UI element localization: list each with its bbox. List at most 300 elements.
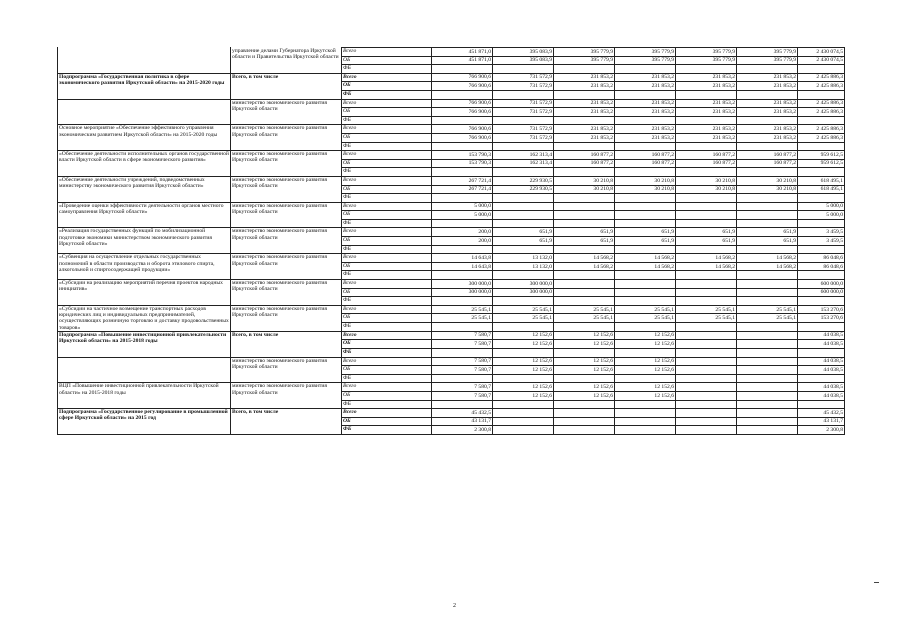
amount-cell: 2 425 886,3 — [798, 133, 845, 142]
amount-cell — [798, 245, 845, 254]
amount-cell: 651,9 — [615, 228, 676, 237]
funding-source-cell: ФБ — [342, 245, 432, 254]
amount-cell: 153 270,6 — [798, 305, 845, 314]
amount-cell — [554, 194, 615, 203]
amount-cell: 12 152,6 — [493, 383, 554, 392]
amount-cell — [432, 400, 493, 409]
amount-cell: 5 000,0 — [798, 211, 845, 220]
amount-cell — [798, 142, 845, 151]
amount-cell — [676, 349, 737, 358]
amount-cell — [615, 194, 676, 203]
amount-cell: 153 270,6 — [798, 314, 845, 323]
amount-cell — [554, 417, 615, 426]
amount-cell — [737, 374, 798, 383]
amount-cell: 160 877,2 — [554, 159, 615, 168]
amount-cell: 44 038,5 — [798, 366, 845, 375]
amount-cell: 30 210,8 — [615, 185, 676, 194]
amount-cell: 731 572,9 — [493, 82, 554, 91]
amount-cell: 231 853,2 — [737, 73, 798, 82]
amount-cell: 25 545,1 — [615, 314, 676, 323]
funding-source-cell: ОБ — [342, 82, 432, 91]
amount-cell: 2 425 886,3 — [798, 82, 845, 91]
amount-cell: 160 877,2 — [737, 151, 798, 160]
amount-cell: 25 545,1 — [554, 314, 615, 323]
executor-cell: министерство экономического развития Иркутской области — [231, 383, 342, 409]
amount-cell: 14 568,2 — [737, 254, 798, 263]
amount-cell — [676, 271, 737, 280]
funding-source-cell: ОБ — [342, 56, 432, 65]
amount-cell — [493, 271, 554, 280]
amount-cell — [676, 194, 737, 203]
amount-cell: 7 580,7 — [432, 366, 493, 375]
funding-source-cell: ОБ — [342, 391, 432, 400]
scan-mark — [874, 582, 879, 583]
funding-source-cell: Всего — [342, 383, 432, 392]
amount-cell — [432, 194, 493, 203]
amount-cell — [432, 65, 493, 74]
amount-cell: 12 152,6 — [615, 383, 676, 392]
amount-cell — [737, 331, 798, 340]
table-row — [58, 176, 845, 185]
executor-cell: министерство экономического развития Иркутской области — [231, 176, 342, 202]
table-row — [58, 125, 845, 134]
amount-cell — [737, 211, 798, 220]
amount-cell: 395 779,9 — [554, 48, 615, 57]
amount-cell: 395 779,9 — [737, 56, 798, 65]
amount-cell: 651,9 — [493, 228, 554, 237]
funding-source-cell: Всего — [342, 99, 432, 108]
amount-cell: 731 572,9 — [493, 108, 554, 117]
amount-cell: 12 152,6 — [554, 331, 615, 340]
amount-cell: 731 572,9 — [493, 125, 554, 134]
amount-cell: 231 853,2 — [615, 73, 676, 82]
page-number: 2 — [453, 603, 456, 609]
amount-cell: 30 210,8 — [676, 185, 737, 194]
amount-cell: 651,9 — [737, 237, 798, 246]
amount-cell — [615, 116, 676, 125]
funding-source-cell: ФБ — [342, 400, 432, 409]
amount-cell — [798, 116, 845, 125]
table-row — [58, 48, 845, 57]
program-name-cell: «Субсидии на частичное возмещение транспортных расходов юридических лиц и индивидуальных предпринимателей, осуществляющих розничную торговлю и доставку продовольственных товаров» — [59, 305, 229, 331]
amount-cell — [737, 383, 798, 392]
amount-cell: 160 877,2 — [676, 151, 737, 160]
amount-cell — [554, 168, 615, 177]
program-name-cell: Подпрограмма «Государственная политика в сфере экономического развития Иркутской области» на 2015-2020 годы — [58, 73, 231, 99]
amount-cell — [493, 116, 554, 125]
executor-cell: министерство экономического развития Иркутской области — [231, 99, 342, 125]
amount-cell: 231 853,2 — [737, 133, 798, 142]
program-name-cell: ВЦП «Повышение инвестиционной привлекательности Иркутской области» на 2015-2018 годы — [58, 383, 231, 409]
amount-cell — [615, 168, 676, 177]
amount-cell: 395 779,9 — [554, 56, 615, 65]
program-name-cell: Подпрограмма «Повышение инвестиционной привлекательности Иркутской области» на 2015-2018 годы — [58, 331, 231, 357]
amount-cell: 231 853,2 — [737, 108, 798, 117]
amount-cell — [676, 417, 737, 426]
amount-cell: 3 459,5 — [798, 237, 845, 246]
amount-cell: 25 545,1 — [676, 314, 737, 323]
amount-cell: 231 853,2 — [615, 82, 676, 91]
amount-cell — [554, 280, 615, 289]
amount-cell — [554, 400, 615, 409]
amount-cell — [493, 202, 554, 211]
amount-cell — [737, 288, 798, 297]
amount-cell: 229 930,5 — [493, 176, 554, 185]
amount-cell: 25 545,1 — [676, 305, 737, 314]
amount-cell: 618 495,1 — [798, 185, 845, 194]
amount-cell — [615, 288, 676, 297]
amount-cell — [676, 245, 737, 254]
amount-cell: 766 900,6 — [432, 82, 493, 91]
amount-cell — [737, 245, 798, 254]
amount-cell: 45 432,5 — [432, 409, 493, 418]
table-row — [58, 202, 845, 211]
amount-cell — [798, 65, 845, 74]
amount-cell: 395 083,9 — [493, 56, 554, 65]
amount-cell: 44 038,5 — [798, 391, 845, 400]
amount-cell: 2 425 886,3 — [798, 99, 845, 108]
amount-cell: 395 779,9 — [737, 48, 798, 57]
amount-cell — [554, 426, 615, 435]
amount-cell — [676, 219, 737, 228]
amount-cell: 231 853,2 — [676, 73, 737, 82]
amount-cell: 651,9 — [554, 237, 615, 246]
amount-cell — [676, 374, 737, 383]
amount-cell: 731 572,9 — [493, 99, 554, 108]
amount-cell — [798, 271, 845, 280]
amount-cell: 395 083,9 — [493, 48, 554, 57]
funding-source-cell: Всего — [342, 331, 432, 340]
amount-cell: 267 721,4 — [432, 185, 493, 194]
program-name-cell: Подпрограмма «Государственное регулирование в промышленной сфере Иркутской области» на 2015 год — [58, 409, 231, 435]
amount-cell — [676, 288, 737, 297]
amount-cell: 14 568,2 — [737, 262, 798, 271]
amount-cell: 14 568,2 — [554, 254, 615, 263]
amount-cell: 12 152,6 — [615, 391, 676, 400]
amount-cell — [676, 383, 737, 392]
funding-source-cell: ФБ — [342, 219, 432, 228]
amount-cell: 231 853,2 — [554, 133, 615, 142]
amount-cell: 766 900,6 — [432, 125, 493, 134]
amount-cell: 231 853,2 — [676, 125, 737, 134]
amount-cell — [493, 374, 554, 383]
amount-cell: 731 572,9 — [493, 133, 554, 142]
amount-cell: 200,0 — [432, 237, 493, 246]
funding-source-cell: Всего — [342, 280, 432, 289]
funding-source-cell: ОБ — [342, 159, 432, 168]
program-name-cell — [58, 357, 231, 383]
table-row — [58, 383, 845, 392]
program-name-cell: «Субсидии на реализацию мероприятий перечня проектов народных инициатив» — [58, 280, 231, 306]
amount-cell: 651,9 — [676, 228, 737, 237]
amount-cell: 25 545,1 — [432, 305, 493, 314]
amount-cell — [737, 426, 798, 435]
amount-cell — [493, 211, 554, 220]
executor-cell: Всего, в том числе — [231, 73, 342, 99]
amount-cell: 12 152,6 — [615, 340, 676, 349]
amount-cell: 43 131,7 — [798, 417, 845, 426]
amount-cell: 12 152,6 — [554, 366, 615, 375]
amount-cell — [615, 142, 676, 151]
amount-cell: 25 545,1 — [615, 305, 676, 314]
amount-cell: 30 210,8 — [737, 176, 798, 185]
funding-source-cell: ФБ — [342, 349, 432, 358]
amount-cell — [798, 374, 845, 383]
amount-cell: 231 853,2 — [615, 108, 676, 117]
amount-cell — [737, 116, 798, 125]
amount-cell: 153 790,3 — [432, 159, 493, 168]
amount-cell: 30 210,8 — [737, 185, 798, 194]
amount-cell: 2 425 886,3 — [798, 125, 845, 134]
amount-cell — [737, 400, 798, 409]
amount-cell — [554, 142, 615, 151]
funding-source-cell: ОБ — [342, 237, 432, 246]
amount-cell — [432, 349, 493, 358]
amount-cell: 162 313,4 — [493, 151, 554, 160]
amount-cell: 231 853,2 — [676, 133, 737, 142]
funding-source-cell: ОБ — [342, 314, 432, 323]
amount-cell — [737, 271, 798, 280]
amount-cell: 2 300,8 — [798, 426, 845, 435]
executor-cell: министерство экономического развития Иркутской области — [231, 280, 342, 306]
amount-cell — [432, 90, 493, 99]
amount-cell — [615, 202, 676, 211]
table-row — [58, 409, 845, 418]
amount-cell — [493, 297, 554, 306]
amount-cell: 231 853,2 — [615, 99, 676, 108]
amount-cell: 3 459,5 — [798, 228, 845, 237]
amount-cell — [737, 297, 798, 306]
amount-cell: 30 210,8 — [615, 176, 676, 185]
table-row — [58, 280, 845, 289]
amount-cell: 231 853,2 — [676, 99, 737, 108]
table-row — [58, 228, 845, 237]
amount-cell — [432, 142, 493, 151]
amount-cell: 14 568,2 — [554, 262, 615, 271]
amount-cell — [554, 65, 615, 74]
amount-cell: 231 853,2 — [554, 82, 615, 91]
amount-cell: 12 152,6 — [493, 366, 554, 375]
amount-cell: 25 545,1 — [737, 305, 798, 314]
amount-cell: 231 853,2 — [554, 99, 615, 108]
amount-cell — [432, 219, 493, 228]
program-name-cell — [58, 48, 231, 74]
amount-cell: 44 038,5 — [798, 340, 845, 349]
amount-cell — [554, 323, 615, 332]
amount-cell: 231 853,2 — [737, 82, 798, 91]
table-row — [58, 73, 845, 82]
amount-cell — [493, 417, 554, 426]
amount-cell — [676, 323, 737, 332]
amount-cell: 231 853,2 — [737, 125, 798, 134]
amount-cell — [676, 331, 737, 340]
amount-cell: 766 900,6 — [432, 108, 493, 117]
amount-cell — [737, 219, 798, 228]
table-row — [58, 357, 845, 366]
amount-cell: 30 210,8 — [554, 185, 615, 194]
amount-cell — [676, 366, 737, 375]
funding-source-cell: ФБ — [342, 90, 432, 99]
table-row — [58, 254, 845, 263]
amount-cell — [737, 194, 798, 203]
amount-cell — [798, 219, 845, 228]
amount-cell: 2 425 886,3 — [798, 108, 845, 117]
funding-source-cell: Всего — [342, 305, 432, 314]
funding-source-cell: Всего — [342, 357, 432, 366]
amount-cell — [554, 349, 615, 358]
amount-cell: 5 000,0 — [432, 211, 493, 220]
amount-cell — [676, 357, 737, 366]
amount-cell: 651,9 — [737, 228, 798, 237]
amount-cell: 2 430 074,5 — [798, 48, 845, 57]
amount-cell: 12 152,6 — [615, 366, 676, 375]
amount-cell — [615, 65, 676, 74]
amount-cell — [615, 374, 676, 383]
amount-cell: 160 877,2 — [615, 151, 676, 160]
amount-cell — [493, 194, 554, 203]
amount-cell: 7 580,7 — [432, 340, 493, 349]
amount-cell: 14 568,2 — [615, 254, 676, 263]
funding-source-cell: ФБ — [342, 194, 432, 203]
amount-cell: 451 871,0 — [432, 48, 493, 57]
amount-cell: 231 853,2 — [554, 125, 615, 134]
amount-cell: 959 612,5 — [798, 159, 845, 168]
amount-cell: 5 000,0 — [432, 202, 493, 211]
amount-cell — [737, 323, 798, 332]
amount-cell — [615, 271, 676, 280]
amount-cell: 14 643,8 — [432, 254, 493, 263]
amount-cell: 12 152,6 — [493, 340, 554, 349]
amount-cell: 30 210,8 — [676, 176, 737, 185]
funding-source-cell: ОБ — [342, 262, 432, 271]
amount-cell — [615, 211, 676, 220]
amount-cell — [432, 374, 493, 383]
amount-cell — [737, 90, 798, 99]
amount-cell: 600 000,0 — [798, 288, 845, 297]
funding-source-cell: ОБ — [342, 133, 432, 142]
amount-cell — [432, 271, 493, 280]
program-name-cell: «Субвенция на осуществление отдельных государственных полномочий в области производства и оборота этилового спирта, алкогольной и спиртосодержащей продукции» — [58, 254, 231, 280]
amount-cell: 300 000,0 — [493, 280, 554, 289]
amount-cell: 25 545,1 — [554, 305, 615, 314]
funding-source-cell: Всего — [342, 254, 432, 263]
amount-cell: 153 790,3 — [432, 151, 493, 160]
amount-cell — [798, 349, 845, 358]
amount-cell — [432, 116, 493, 125]
amount-cell — [615, 90, 676, 99]
executor-cell: министерство экономического развития Иркутской области — [231, 254, 342, 280]
amount-cell: 600 000,0 — [798, 280, 845, 289]
amount-cell — [554, 271, 615, 280]
funding-source-cell: ФБ — [342, 323, 432, 332]
funding-source-cell: ОБ — [342, 288, 432, 297]
amount-cell: 12 152,6 — [615, 357, 676, 366]
amount-cell — [737, 391, 798, 400]
funding-source-cell: Всего — [342, 228, 432, 237]
program-name-cell: Основное мероприятие «Обеспечение эффективного управления экономическим развитием Иркутской области» на 2015-2020 годы — [58, 125, 231, 151]
amount-cell: 618 495,1 — [798, 176, 845, 185]
program-name-cell: «Реализация государственных функций по мобилизационной подготовке экономики министерством экономического развития Иркутской области» — [58, 228, 231, 254]
amount-cell: 25 545,1 — [493, 314, 554, 323]
program-name-cell — [58, 99, 231, 125]
amount-cell — [493, 349, 554, 358]
amount-cell — [554, 90, 615, 99]
amount-cell — [493, 323, 554, 332]
amount-cell: 25 545,1 — [737, 314, 798, 323]
amount-cell: 7 580,7 — [432, 391, 493, 400]
amount-cell: 44 038,5 — [798, 383, 845, 392]
budget-table — [57, 47, 845, 435]
funding-source-cell: ФБ — [342, 426, 432, 435]
funding-source-cell: ОБ — [342, 366, 432, 375]
executor-cell: министерство экономического развития Иркутской области — [231, 202, 342, 228]
amount-cell: 44 038,5 — [798, 357, 845, 366]
amount-cell: 14 568,2 — [615, 262, 676, 271]
amount-cell: 14 643,8 — [432, 262, 493, 271]
amount-cell — [554, 374, 615, 383]
amount-cell: 766 900,6 — [432, 133, 493, 142]
amount-cell: 395 779,9 — [615, 56, 676, 65]
amount-cell — [615, 297, 676, 306]
amount-cell: 12 152,6 — [493, 331, 554, 340]
amount-cell: 7 580,7 — [432, 383, 493, 392]
amount-cell: 44 038,5 — [798, 331, 845, 340]
amount-cell — [737, 202, 798, 211]
amount-cell — [432, 245, 493, 254]
funding-source-cell: ОБ — [342, 185, 432, 194]
amount-cell — [676, 409, 737, 418]
amount-cell — [554, 116, 615, 125]
program-name-cell: «Проведение оценки эффективности деятельности органов местного самоуправления Иркутской области» — [58, 202, 231, 228]
executor-cell: министерство экономического развития Иркутской области — [231, 228, 342, 254]
amount-cell — [493, 90, 554, 99]
amount-cell: 651,9 — [554, 228, 615, 237]
amount-cell: 267 721,4 — [432, 176, 493, 185]
funding-source-cell: ОБ — [342, 417, 432, 426]
amount-cell: 231 853,2 — [615, 133, 676, 142]
amount-cell — [676, 280, 737, 289]
amount-cell — [676, 65, 737, 74]
executor-cell: министерство экономического развития Иркутской области — [231, 125, 342, 151]
amount-cell — [615, 400, 676, 409]
amount-cell: 231 853,2 — [737, 99, 798, 108]
amount-cell — [737, 417, 798, 426]
amount-cell: 25 545,1 — [432, 314, 493, 323]
amount-cell — [737, 280, 798, 289]
amount-cell — [554, 297, 615, 306]
amount-cell — [737, 349, 798, 358]
funding-source-cell: ОБ — [342, 211, 432, 220]
amount-cell: 160 877,2 — [615, 159, 676, 168]
funding-source-cell: ФБ — [342, 142, 432, 151]
amount-cell: 300 000,0 — [432, 280, 493, 289]
amount-cell: 14 568,2 — [676, 254, 737, 263]
amount-cell — [737, 366, 798, 375]
table-row — [58, 331, 845, 340]
amount-cell — [737, 340, 798, 349]
amount-cell: 12 152,6 — [493, 357, 554, 366]
amount-cell — [615, 280, 676, 289]
executor-cell: министерство экономического развития Иркутской области — [231, 357, 342, 383]
amount-cell: 5 000,0 — [798, 202, 845, 211]
amount-cell — [493, 426, 554, 435]
amount-cell — [432, 168, 493, 177]
executor-cell: управление делами Губернатора Иркутской области и Правительства Иркутской области — [231, 48, 342, 74]
amount-cell: 7 580,7 — [432, 357, 493, 366]
amount-cell: 160 877,2 — [554, 151, 615, 160]
amount-cell: 2 430 074,5 — [798, 56, 845, 65]
amount-cell — [493, 245, 554, 254]
